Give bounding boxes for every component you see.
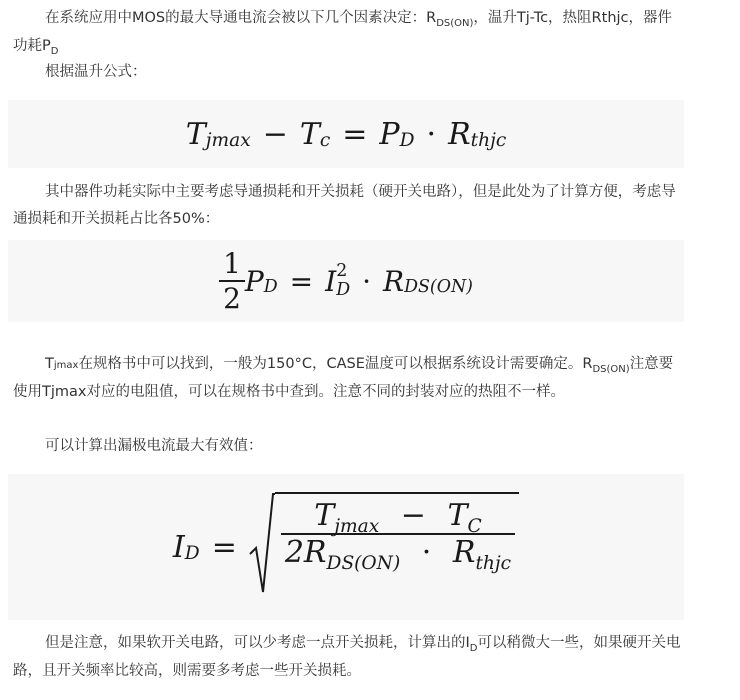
radical-sign-icon [249, 492, 275, 602]
fraction-half: $\frac{1}{2}$ [219, 247, 245, 315]
paragraph-factors: 在系统应用中MOS的最大导通电流会被以下几个因素决定：$R_{DS(ON)}$，温升Tj-Tc，热阻Rthjc，器件功耗$P_D$ [13, 10, 673, 57]
formula-temperature-rise: T jmax − T c = P D · R thjc [8, 100, 684, 168]
square-root [249, 492, 519, 602]
paragraph-tjmax-note: Tjmax在规格书中可以找到，一般为150°C，CASE温度可以根据系统设计需要确定。$R_{DS(ON)}$注意要使用Tjmax对应的电阻值，可以在规格书中查到。注意不同的封装对应的热阻不一样。 [13, 356, 674, 400]
formula-conduction-loss: $\frac{1}{2}$ P D = I 2 D · R DS(ON) [8, 240, 684, 322]
paragraph-formula-intro: 根据温升公式： [45, 64, 147, 80]
paragraph-drain-current-intro: 可以计算出漏极电流最大有效值： [45, 438, 263, 454]
paragraph-switching-note: 但是注意，如果软开关电路，可以少考虑一点开关损耗，计算出的$I_D$可以稍微大一些，如果硬开关电路，且开关频率比较高，则需要多考虑一些开关损耗。 [13, 635, 681, 679]
formula-drain-current: I D = $\frac{T_{jmax} - T_C}{2R_{DS(ON)} \cdot R_{thjc}}$ [8, 474, 684, 620]
paragraph-power-loss: 其中器件功耗实际中主要考虑导通损耗和开关损耗（硬开关电路），但是此处为了计算方便，考虑导通损耗和开关损耗占比各50%： [13, 184, 676, 227]
fraction-temperature-over-resistance: $\frac{T_{jmax} - T_C}{2R_{DS(ON)} \cdot R_{thjc}}$ [281, 498, 515, 570]
